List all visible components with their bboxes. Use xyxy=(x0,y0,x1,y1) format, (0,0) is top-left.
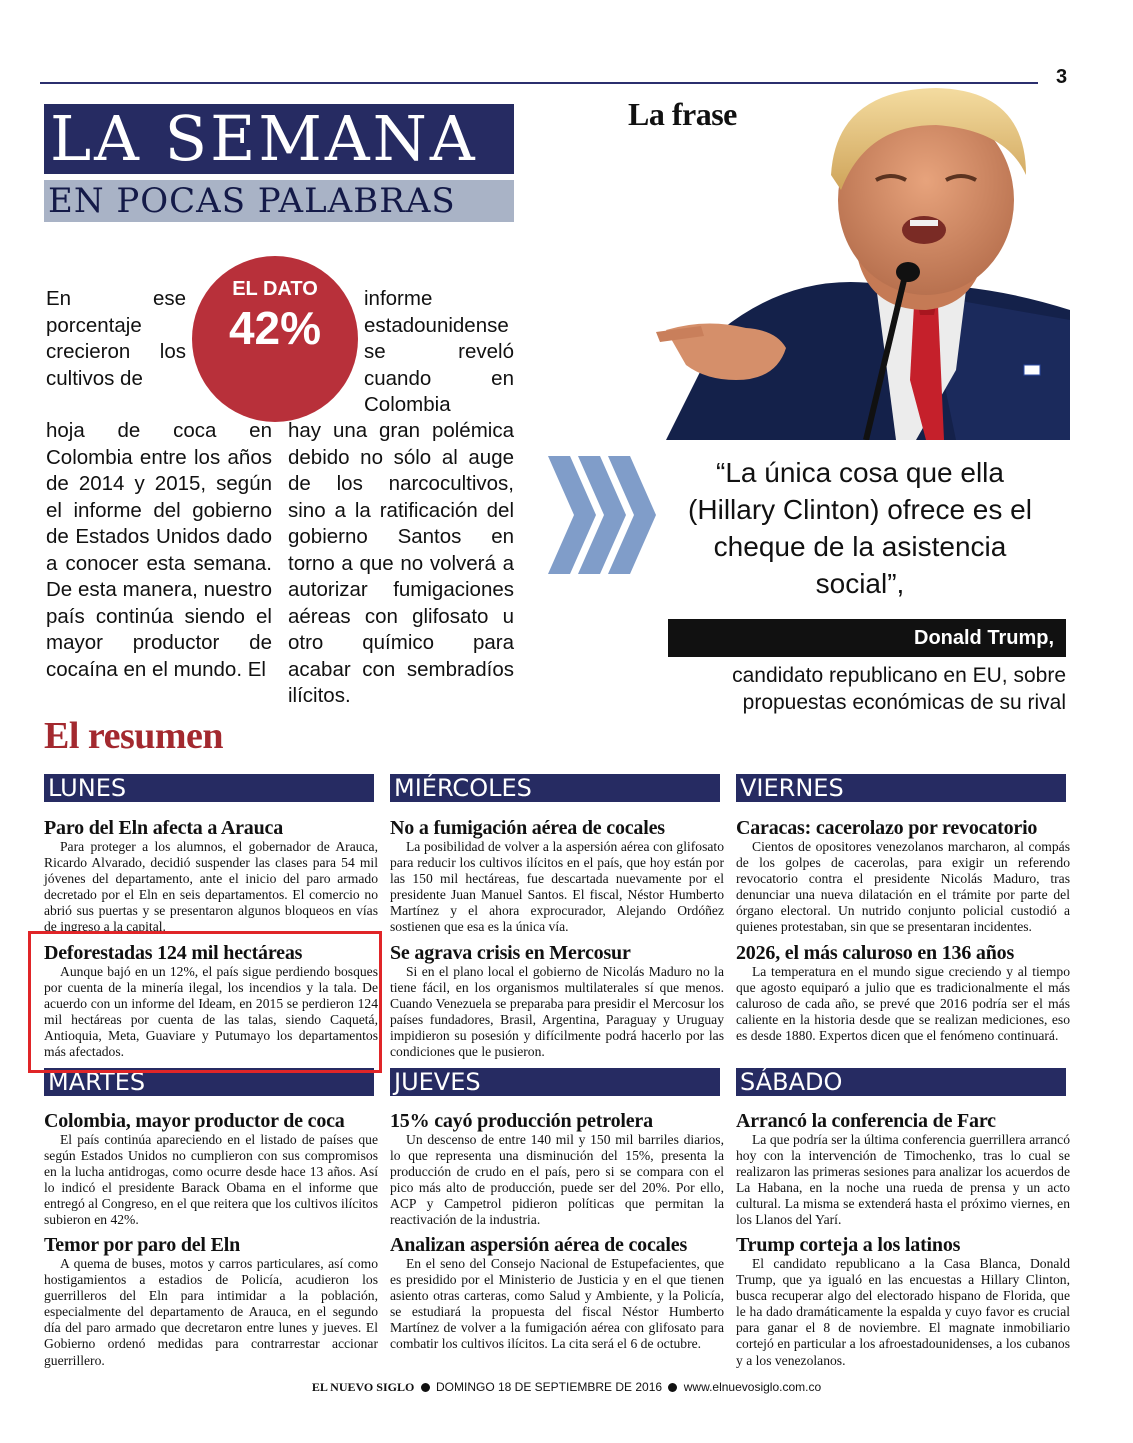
resumen-title: El resumen xyxy=(44,715,224,757)
day-header-lunes: LUNES xyxy=(44,774,374,802)
story-body: La que podría ser la última conferencia guerrillera arrancó hoy con la intervención de Timochenko, tras lo cual se realizaron las primeras sesiones para analizar los acuerdos de La Habana, en la noche una rueda de prensa y un acto cultural. La misma se extenderá hasta el próximo viernes, en los Llanos del Yarí. xyxy=(736,1132,1070,1228)
story-miercoles-1 xyxy=(390,817,724,936)
story-body: La temperatura en el mundo sigue creciendo y al tiempo que agosto equiparó a julio que es tradicionalmente el más caluroso de cada año, se prevé que 2016 podría ser el más caliente en la historia desde que se realizan mediciones, eso es desde 1880. Expertos dicen que el fenómeno continuará. xyxy=(736,964,1070,1044)
story-body: Si en el plano local el gobierno de Nicolás Maduro no la tiene fácil, en los organismos multilaterales sí que menos. Cuando Venezuela se preparaba para presidir el Mercosur los países fundadores, Brasil, Argentina, Paraguay y Uruguay impidieron su posesión y difícilmente podrá hacerlo por las condiciones que le pusieron. xyxy=(390,964,724,1060)
story-headline: Paro del Eln afecta a Arauca xyxy=(44,817,283,839)
quote-text: “La única cosa que ella (Hillary Clinton) ofrece es el cheque de la asistencia social”, xyxy=(688,457,1032,599)
story-body: El país continúa apareciendo en el listado de países que según Estados Unidos no cumplieron con sus compromisos en la lucha antidrogas, como ocurre desde hace 13 años. Así lo indicó el presidente Barack Obama en el informe que entregó al Congreso, en el que reitera que los cultivos ilícitos subieron en 42%. xyxy=(44,1132,378,1228)
bullet-icon xyxy=(668,1383,677,1392)
story-viernes-2 xyxy=(736,942,1070,1044)
story-martes-2 xyxy=(44,1234,378,1369)
story-body: La posibilidad de volver a la aspersión aérea con glifosato para reducir los cultivos ilícitos en el país, que hoy están por las 150 mil hectáreas, fue descartada nuevamente por el presidente Juan Manuel Santos. El fiscal, Néstor Humberto Martínez y el ahora exprocurador, Alejando Ordóñez sostienen que esa es la única vía. xyxy=(390,839,724,935)
bullet-icon xyxy=(421,1383,430,1392)
masthead-title: LA SEMANA xyxy=(44,104,514,174)
quote-author-desc: candidato republicano en EU, sobre propuestas económicas de su rival xyxy=(732,664,1066,714)
dato-text-left-top: En ese porcentaje crecieron los cultivos de xyxy=(46,287,186,390)
dato-value: 42% xyxy=(228,302,322,354)
story-jueves-1 xyxy=(390,1110,724,1229)
story-headline: Se agrava crisis en Mercosur xyxy=(390,942,631,964)
footer-date: DOMINGO 18 DE SEPTIEMBRE DE 2016 xyxy=(435,1380,663,1394)
story-body: Cientos de opositores venezolanos marcharon, al compás de los golpes de cacerolas, para exigir un referendo revocatorio contra el presidente Nicolás Maduro, tras denunciar una nueva dilatación en el trámite por parte del órgano electoral. Un nutrido conjunto policial custodió a quienes protestaban, sin que se presentaran incidentes. xyxy=(736,839,1070,935)
story-headline: Arrancó la conferencia de Farc xyxy=(736,1110,996,1132)
story-body: En el seno del Consejo Nacional de Estupefacientes, que es presidido por el Ministerio de Justicia y en el que tienen asiento otras carteras, como Salud y Ambiente, y la Policía, se estudiará la propuesta del fiscal Néstor Humberto Martínez de volver a la fumigación aérea con glifosato para combatir los cultivos ilícitos. La cita será el 6 de octubre. xyxy=(390,1256,724,1352)
dato-label: EL DATO xyxy=(232,278,318,300)
story-body: Un descenso de entre 140 mil y 150 mil barriles diarios, lo que representa una disminución del 15%, presenta la producción de crudo en el país, pero si se compara con el pico más alto de producción, puede ser del 20%. Por ello, ACP y Campetrol pidieron políticas que permitan la reactivación de la industria. xyxy=(390,1132,724,1228)
story-sabado-1 xyxy=(736,1110,1070,1229)
footer-paper: EL NUEVO SIGLO xyxy=(311,1380,415,1394)
story-headline: Colombia, mayor productor de coca xyxy=(44,1110,345,1132)
story-jueves-2 xyxy=(390,1234,724,1353)
day-header-jueves: JUEVES xyxy=(390,1068,720,1096)
story-body: Aunque bajó en un 12%, el país sigue perdiendo bosques por cuenta de la minería ilegal, los incendios y la tala. De acuerdo con un informe del Ideam, en 2015 se perdieron 124 mil hectáreas por cuenta de las talas, siendo Caquetá, Antioquia, Meta, Guaviare y Putumayo los departamentos más afectados. xyxy=(44,964,378,1060)
page-footer xyxy=(0,1380,1133,1395)
day-header-sabado: SÁBADO xyxy=(736,1068,1066,1096)
highlight-box xyxy=(28,931,382,1073)
story-martes-1 xyxy=(44,1110,378,1229)
story-headline: Caracas: cacerolazo por revocatorio xyxy=(736,817,1038,839)
frase-label: La frase xyxy=(628,96,737,132)
dato-text-right: hay una gran polémica debido no sólo al auge de los narcocultivos, sino a la ratificación del gobierno Santos en torno a que no volverá a autorizar fumigaciones aéreas con glifosato u otro químico para acabar con sembradíos ilícitos. xyxy=(288,419,514,707)
story-sabado-2 xyxy=(736,1234,1070,1369)
footer-url[interactable]: www.elnuevosiglo.com.co xyxy=(683,1380,822,1394)
story-headline: Deforestadas 124 mil hectáreas xyxy=(44,942,303,964)
story-body: El candidato republicano a la Casa Blanca, Donald Trump, que ya igualó en las encuestas a Hillary Clinton, busca recuperar algo del electorado hispano de Florida, que le ha dado dramáticamente la espalda y cuyo favor es crucial para ganar el 8 de noviembre. El magnate inmobiliario cortejó en particular a los afroestadounidenses, a los cubanos y a los venezolanos. xyxy=(736,1256,1070,1368)
dato-text-left: hoja de coca en Colombia entre los años de 2014 y 2015, según el informe del gobierno de Estados Unidos dado a conocer esta semana. De esta manera, nuestro país continúa siendo el mayor productor de cocaína en el mundo. El xyxy=(46,419,272,681)
speaker-photo xyxy=(626,80,1070,440)
dato-text-right-top: informe estadounidense se reveló cuando en Colombia xyxy=(364,287,514,416)
day-header-martes: MARTES xyxy=(44,1068,374,1096)
story-body: A quema de buses, motos y carros particulares, así como hostigamientos a estadios de Policía, acudieron los guerrilleros del Eln para intimidar a la población, especialmente del departamento de Arauca, en el segundo día del paro armado que decretaron entre lunes y jueves. El Gobierno ordenó medidas para contrarrestar accionar guerrillero. xyxy=(44,1256,378,1368)
dato-badge xyxy=(192,256,358,422)
story-viernes-1 xyxy=(736,817,1070,936)
story-headline: Temor por paro del Eln xyxy=(44,1234,241,1256)
day-header-miercoles: MIÉRCOLES xyxy=(390,774,720,802)
story-headline: 2026, el más caluroso en 136 años xyxy=(736,942,1015,964)
day-header-viernes: VIERNES xyxy=(736,774,1066,802)
story-headline: Analizan aspersión aérea de cocales xyxy=(390,1234,688,1256)
masthead-subtitle: EN POCAS PALABRAS xyxy=(44,180,514,222)
story-miercoles-2 xyxy=(390,942,724,1061)
chevrons-icon xyxy=(548,456,658,574)
page-number: 3 xyxy=(1056,66,1068,88)
quote-author: Donald Trump, xyxy=(668,619,1066,657)
story-headline: Trump corteja a los latinos xyxy=(736,1234,961,1256)
story-headline: 15% cayó producción petrolera xyxy=(390,1110,653,1132)
story-headline: No a fumigación aérea de cocales xyxy=(390,817,665,839)
story-body: Para proteger a los alumnos, el gobernador de Arauca, Ricardo Alvarado, decidió suspender las clases para 54 mil jóvenes del departamento, ante el inicio del paro armado decretado por el Eln en seis departamentos. El comercio no abrió sus puertas y se presentaron algunos bloqueos en vías de ingreso a la capital. xyxy=(44,839,378,935)
story-lunes-1 xyxy=(44,817,378,936)
